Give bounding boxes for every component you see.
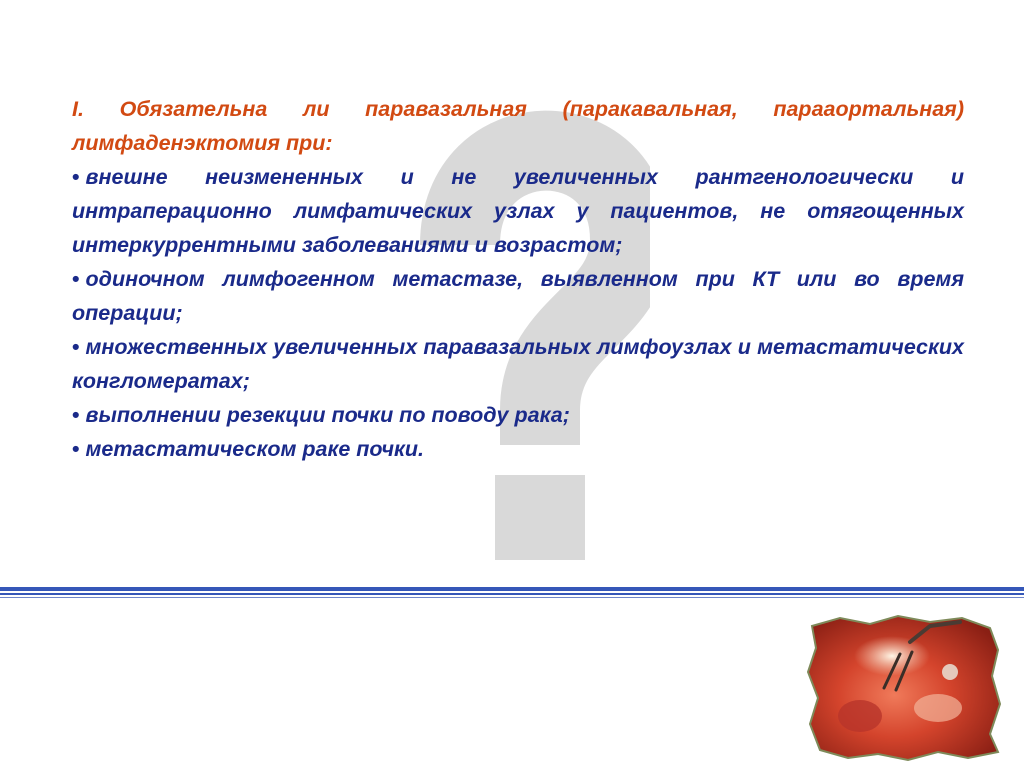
list-item [72, 398, 964, 432]
slide-title: I. Обязательна ли паравазальная (паракавальная, парааортальная) лимфаденэктомия при: [72, 97, 964, 155]
bullet-icon: • [72, 335, 80, 359]
bullet-icon: • [72, 403, 80, 427]
divider-line [0, 593, 1024, 595]
surgical-field-photo [800, 612, 1010, 762]
bullet-icon: • [72, 165, 80, 189]
divider-line [0, 587, 1024, 591]
list-item [72, 262, 964, 330]
list-item-text: внешне неизмененных и не увеличенных рантгенологически и интраперационно лимфатических узлах у пациентов, не отягощенных интеркуррентными заболеваниями и возрастом; [72, 165, 964, 257]
list-item-text: одиночном лимфогенном метастазе, выявленном при КТ или во время операции; [72, 267, 964, 325]
divider-line [0, 597, 1024, 598]
bullet-icon: • [72, 437, 80, 461]
list-item [72, 432, 964, 466]
bullet-icon: • [72, 267, 80, 291]
list-item-text: выполнении резекции почки по поводу рака; [85, 403, 570, 427]
horizontal-divider [0, 587, 1024, 599]
list-item [72, 160, 964, 262]
list-item [72, 330, 964, 398]
list-item-text: метастатическом раке почки. [85, 437, 425, 461]
list-item-text: множественных увеличенных паравазальных лимфоузлах и метастатических конгломератах; [72, 335, 964, 393]
slide-content [72, 92, 964, 466]
